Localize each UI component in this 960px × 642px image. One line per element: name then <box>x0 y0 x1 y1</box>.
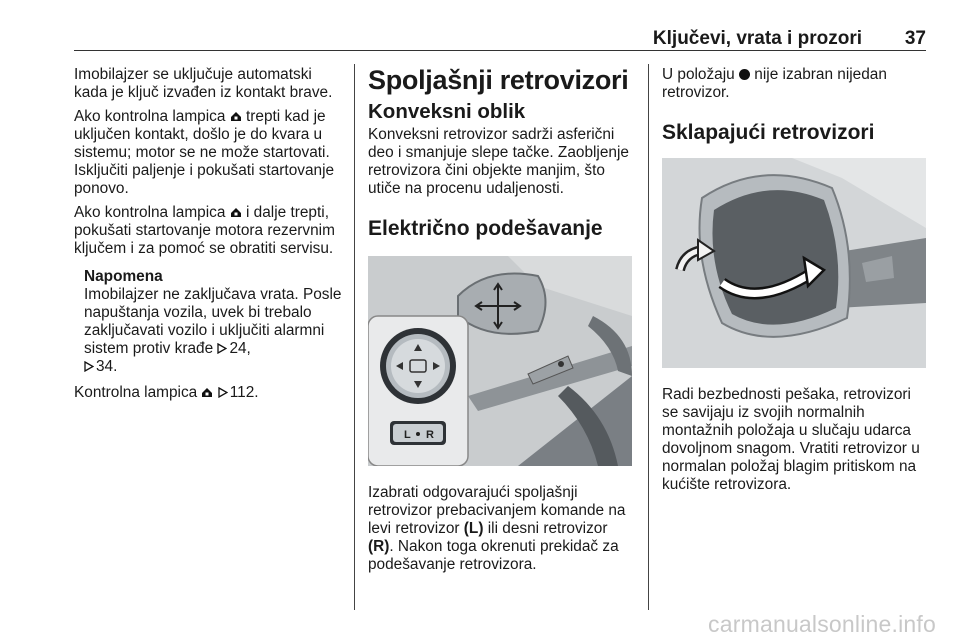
switch-label-l: L <box>404 429 411 441</box>
page-ref-arrow-icon[interactable] <box>217 343 227 354</box>
paragraph-spare-key: Ako kontrolna lampica i dalje trepti, pokušati startovanje motora rezervnim ključem i za pomoć se obratiti servisu. <box>74 204 335 257</box>
subsection-electric: Električno podešavanje <box>368 217 603 240</box>
page-ref-arrow-icon[interactable] <box>218 387 228 398</box>
neutral-dot-icon <box>739 69 750 80</box>
paragraph-immobiliser: Imobilajzer se uključuje automatski kada je ključ izvađen iz kontakt brave. <box>74 66 333 101</box>
paragraph-convex: Konveksni retrovizor sadrži asferični deo i smanjuje slepe tačke. Zaobljenje retrovizora čini objekte manjim, što utiče na procenu udaljenosti. <box>368 126 629 197</box>
section-title-mirrors: Spoljašnji retrovizori <box>368 65 629 95</box>
switch-label-r: R <box>426 429 434 441</box>
page-number: 37 <box>904 28 926 49</box>
watermark: carmanualsonline.info <box>708 611 936 637</box>
column-1 <box>74 64 346 408</box>
subsection-folding: Sklapajući retrovizori <box>662 121 875 144</box>
mirror-control-illustration <box>368 256 632 466</box>
chapter-title: Ključevi, vrata i prozori <box>652 28 862 49</box>
column-3 <box>662 64 926 500</box>
note-title: Napomena <box>84 268 163 285</box>
paragraph-warning-light: Ako kontrolna lampica trepti kad je uključen kontakt, došlo je do kvara u sistemu; motor se ne može startovati. Isključiti paljenje i pokušati startovanje ponovo. <box>74 108 335 197</box>
paragraph-control-lamp: Kontrolna lampica 112. <box>74 384 259 401</box>
column-2 <box>368 64 636 580</box>
page-header <box>74 28 926 51</box>
page-ref-arrow-icon[interactable] <box>84 361 94 372</box>
immobiliser-key-icon <box>201 386 213 398</box>
page-ref-link[interactable]: 24, <box>229 340 251 357</box>
immobiliser-key-icon <box>230 206 242 218</box>
immobiliser-key-icon <box>230 110 242 122</box>
column-divider-1 <box>354 64 355 610</box>
page-ref-link[interactable]: 112. <box>229 384 259 401</box>
paragraph-folding: Radi bezbednosti pešaka, retrovizori se savijaju iz svojih normalnih montažnih položaja u slučaju udarca dovoljnom snagom. Vratiti retrovizor u normalan položaj blagim pritiskom na kućište retrovizora. <box>662 386 920 493</box>
subsection-convex: Konveksni oblik <box>368 100 526 123</box>
note-box <box>84 268 346 376</box>
column-divider-2 <box>648 64 649 610</box>
note-text: Imobilajzer ne zaključava vrata. Posle napuštanja vozila, uvek bi trebalo zaključavati vozilo i uključiti alarmni sistem protiv krađe 24, 34. <box>84 286 342 375</box>
page-ref-link[interactable]: 34. <box>96 358 118 375</box>
paragraph-neutral-position: U položaju nije izabran nijedan retrovizor. <box>662 66 887 101</box>
paragraph-select-mirror: Izabrati odgovarajući spoljašnji retrovizor prebacivanjem komande na levi retrovizor (L) ili desni retrovizor (R). Nakon toga okrenuti prekidač za podešavanje retrovizora. <box>368 484 626 573</box>
folding-mirror-illustration <box>662 158 926 368</box>
